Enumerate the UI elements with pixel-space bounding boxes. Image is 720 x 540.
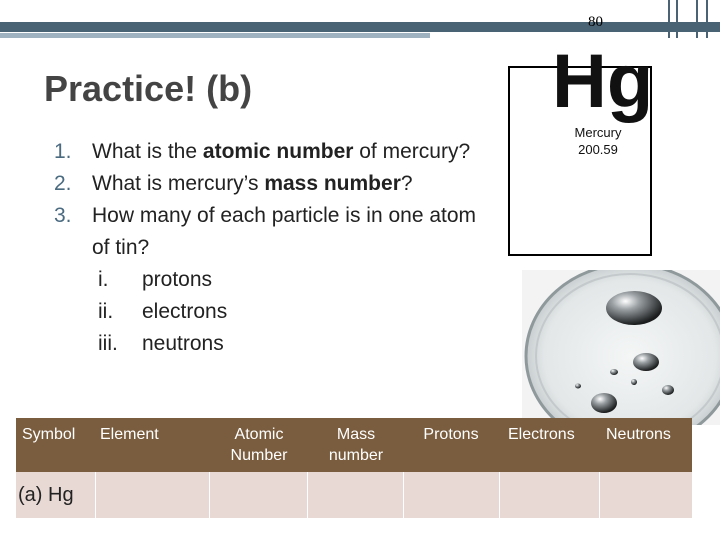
mercury-dish-image <box>522 270 720 425</box>
question-list <box>54 136 494 360</box>
col-header-mass-number: Mass number <box>328 426 384 464</box>
question-text: ? <box>400 172 413 195</box>
top-band <box>0 22 720 32</box>
sub-item <box>54 264 494 296</box>
sub-label: protons <box>142 268 213 291</box>
element-mass: 200.59 <box>578 142 618 157</box>
table-cell: (a) Hg <box>16 472 96 518</box>
atomic-number: 80 <box>588 14 603 30</box>
corner-strip <box>696 0 698 38</box>
table-cell[interactable] <box>404 472 500 518</box>
question-text: What is mercury’s <box>92 172 265 195</box>
col-header-element: Element <box>100 426 159 443</box>
col-header-symbol: Symbol <box>22 426 76 443</box>
question-text: What is the <box>92 140 203 163</box>
sub-label: neutrons <box>142 332 224 355</box>
corner-strip <box>668 0 670 38</box>
question-item <box>54 168 494 200</box>
sub-number: iii. <box>98 332 118 355</box>
sub-item <box>54 296 494 328</box>
table-cell[interactable] <box>96 472 210 518</box>
top-band-light <box>0 33 430 38</box>
question-number: 1. <box>54 140 72 163</box>
table-cell[interactable] <box>308 472 404 518</box>
question-item <box>54 200 494 264</box>
col-header-neutrons: Neutrons <box>606 426 671 443</box>
sub-item <box>54 328 494 360</box>
corner-strip <box>676 0 678 38</box>
sub-number: ii. <box>98 300 114 323</box>
question-item <box>54 136 494 168</box>
sub-list <box>54 264 494 360</box>
top-decorative-bar <box>0 0 720 38</box>
question-keyword: mass number <box>264 172 401 195</box>
particle-table <box>16 418 692 518</box>
table-cell[interactable] <box>210 472 308 518</box>
mercury-dish-drawing <box>522 270 720 425</box>
question-text: How many of each particle is in one atom of tin? <box>92 204 477 259</box>
element-name: Mercury <box>574 125 622 140</box>
table-cell[interactable] <box>600 472 692 518</box>
col-header-electrons: Electrons <box>508 426 575 443</box>
sub-number: i. <box>98 268 109 291</box>
question-number: 3. <box>54 204 72 227</box>
question-text: of mercury? <box>353 140 471 163</box>
element-symbol: Hg <box>552 39 654 124</box>
col-header-protons: Protons <box>423 426 479 443</box>
table-cell[interactable] <box>500 472 600 518</box>
sub-label: electrons <box>142 300 228 323</box>
col-header-atomic-number: Atomic Number <box>230 426 288 464</box>
slide-title: Practice! (b) <box>44 68 253 109</box>
question-keyword: atomic number <box>202 140 354 163</box>
table-row <box>16 472 692 518</box>
table-header <box>16 418 692 472</box>
corner-strip <box>706 0 708 38</box>
question-number: 2. <box>54 172 72 195</box>
